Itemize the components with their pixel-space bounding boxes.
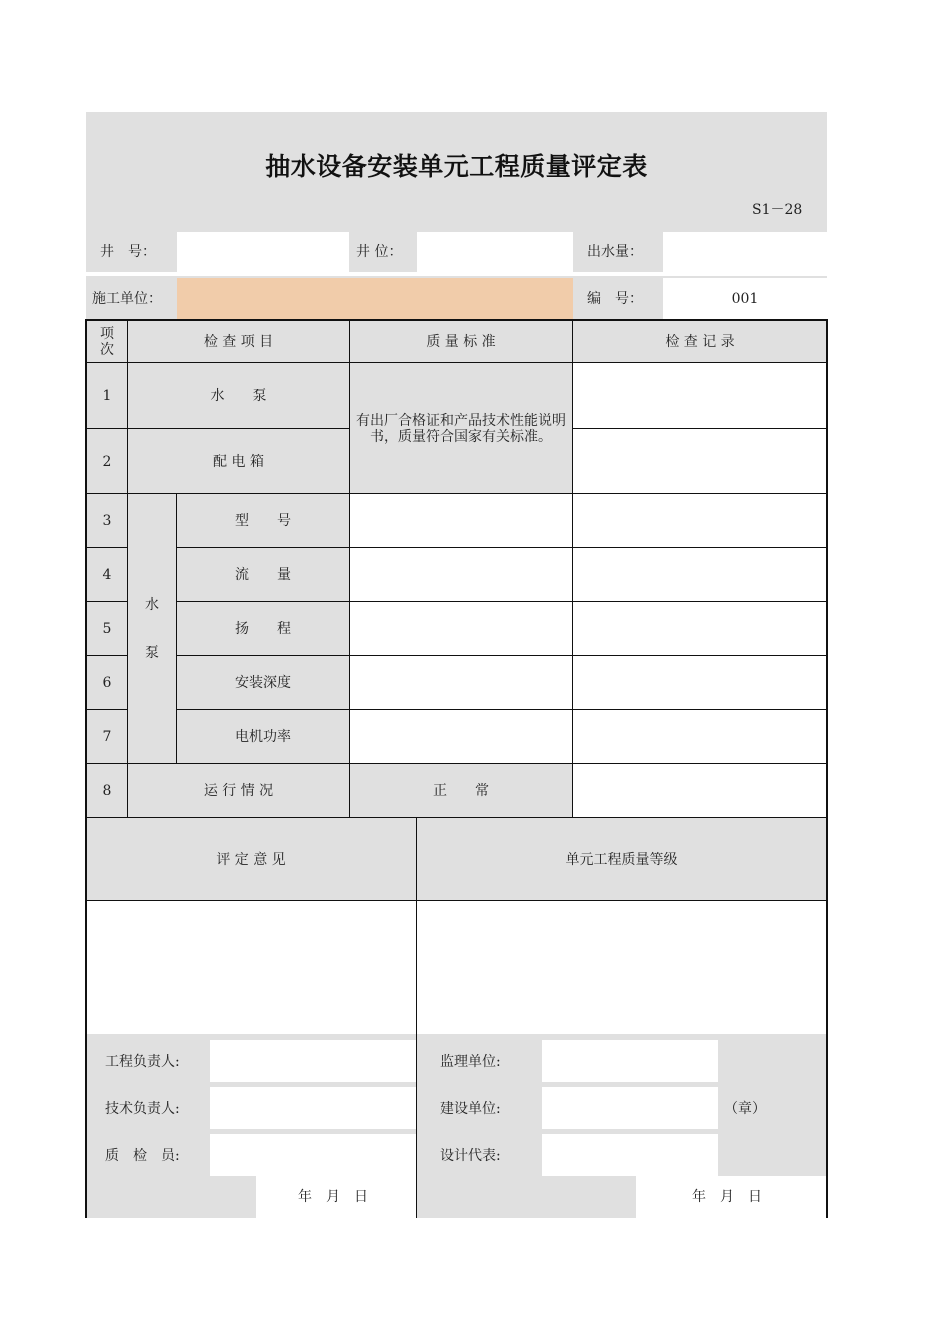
project-lead-field[interactable]	[210, 1040, 416, 1082]
designer-label: 设计代表:	[440, 1148, 501, 1164]
form-code: S1－28	[752, 202, 803, 218]
date-right: 年 月 日	[692, 1189, 762, 1205]
vline-standard	[572, 320, 573, 818]
standard-3[interactable]	[349, 494, 827, 764]
hline-row2-bottom	[86, 493, 827, 494]
grade-label: 单元工程质量等级	[565, 851, 678, 868]
row-8-standard: 正 常	[433, 783, 489, 799]
project-lead-label: 工程负责人:	[105, 1054, 180, 1070]
record-2[interactable]	[573, 429, 827, 494]
row-2-item: 配 电 箱	[213, 453, 264, 470]
vline-assessment	[416, 818, 417, 1218]
contractor-label: 施工单位：	[92, 291, 162, 307]
row-8-no: 8	[102, 783, 112, 799]
hline-table-top	[85, 319, 828, 321]
opinion-label: 评 定 意 见	[216, 851, 286, 868]
opinion-content[interactable]	[86, 901, 416, 1034]
supervisor-field[interactable]	[542, 1040, 718, 1082]
row-2-no: 2	[102, 453, 112, 470]
hline-row1-bottom	[86, 428, 349, 429]
standard-text-cell	[355, 363, 567, 494]
serial-label: 编 号：	[587, 291, 643, 307]
row-3-no: 3	[102, 513, 112, 529]
pump-group-label-2: 泵	[145, 645, 159, 661]
inspector-field[interactable]	[210, 1134, 416, 1176]
grade-content[interactable]	[416, 901, 827, 1034]
hline-row5-bottom-b	[177, 655, 827, 656]
row-8-item: 运 行 情 况	[203, 783, 274, 799]
standard-text: 有出厂合格证和产品技术性能说明书，质量符合国家有关标准。	[356, 412, 566, 445]
col-no-text: 项次	[100, 326, 114, 358]
row-4-item: 流 量	[235, 567, 291, 583]
water-output-label: 出水量：	[587, 244, 643, 260]
date-left: 年 月 日	[298, 1189, 368, 1205]
hline-row5-bottom-a	[86, 655, 128, 656]
seal-label: （章）	[724, 1101, 766, 1117]
pump-group-label-1: 水	[145, 597, 159, 613]
hline-row4-bottom-a	[86, 601, 128, 602]
hline-assessment-header-bottom	[86, 900, 827, 901]
vline-item	[349, 320, 350, 818]
hline-row4-bottom-b	[177, 601, 827, 602]
row-7-no: 7	[102, 729, 112, 745]
well-pos-label: 井 位：	[356, 244, 403, 260]
hline-row3-bottom-b	[177, 547, 827, 548]
owner-field[interactable]	[542, 1087, 718, 1129]
hline-row1-bottom-record	[573, 428, 827, 429]
record-8[interactable]	[573, 764, 827, 818]
col-no-header	[86, 322, 128, 362]
table-border-right	[826, 320, 828, 1218]
row-6-item: 安装深度	[235, 675, 291, 691]
col-item-header: 检 查 项 目	[203, 334, 274, 350]
col-record-header: 检 查 记 录	[665, 334, 735, 350]
row-7-item: 电机功率	[235, 729, 291, 745]
hline-row6-bottom-b	[177, 709, 827, 710]
water-output-field[interactable]	[663, 232, 827, 272]
row-1-item: 水 泵	[210, 387, 267, 404]
hline-row6-bottom-a	[86, 709, 128, 710]
hline-row3-bottom-a	[86, 547, 128, 548]
table-border-left	[85, 320, 87, 1218]
row-3-item: 型 号	[235, 513, 291, 529]
col-standard-header: 质 量 标 准	[426, 334, 496, 350]
hline-row7-bottom	[86, 763, 827, 764]
contractor-field[interactable]	[177, 278, 573, 320]
serial-value[interactable]: 001	[663, 278, 827, 320]
page-title: 抽水设备安装单元工程质量评定表	[265, 152, 648, 181]
supervisor-label: 监理单位:	[440, 1054, 501, 1070]
well-pos-field[interactable]	[417, 232, 573, 272]
record-1[interactable]	[573, 363, 827, 428]
well-no-field[interactable]	[177, 232, 349, 272]
owner-label: 建设单位:	[440, 1101, 501, 1117]
hline-header-bottom	[86, 362, 827, 363]
row-4-no: 4	[102, 567, 112, 583]
row-6-no: 6	[102, 675, 112, 691]
tech-lead-field[interactable]	[210, 1087, 416, 1129]
row-1-no: 1	[102, 387, 112, 404]
designer-field[interactable]	[542, 1134, 718, 1176]
inspector-label: 质 检 员:	[105, 1148, 180, 1164]
row-5-no: 5	[102, 621, 112, 637]
vline-pump-group	[176, 494, 177, 764]
vline-no	[127, 320, 128, 818]
hline-row8-bottom	[86, 817, 827, 818]
row-5-item: 扬 程	[235, 621, 291, 637]
well-no-label: 井 号：	[100, 244, 156, 260]
tech-lead-label: 技术负责人:	[105, 1101, 180, 1117]
